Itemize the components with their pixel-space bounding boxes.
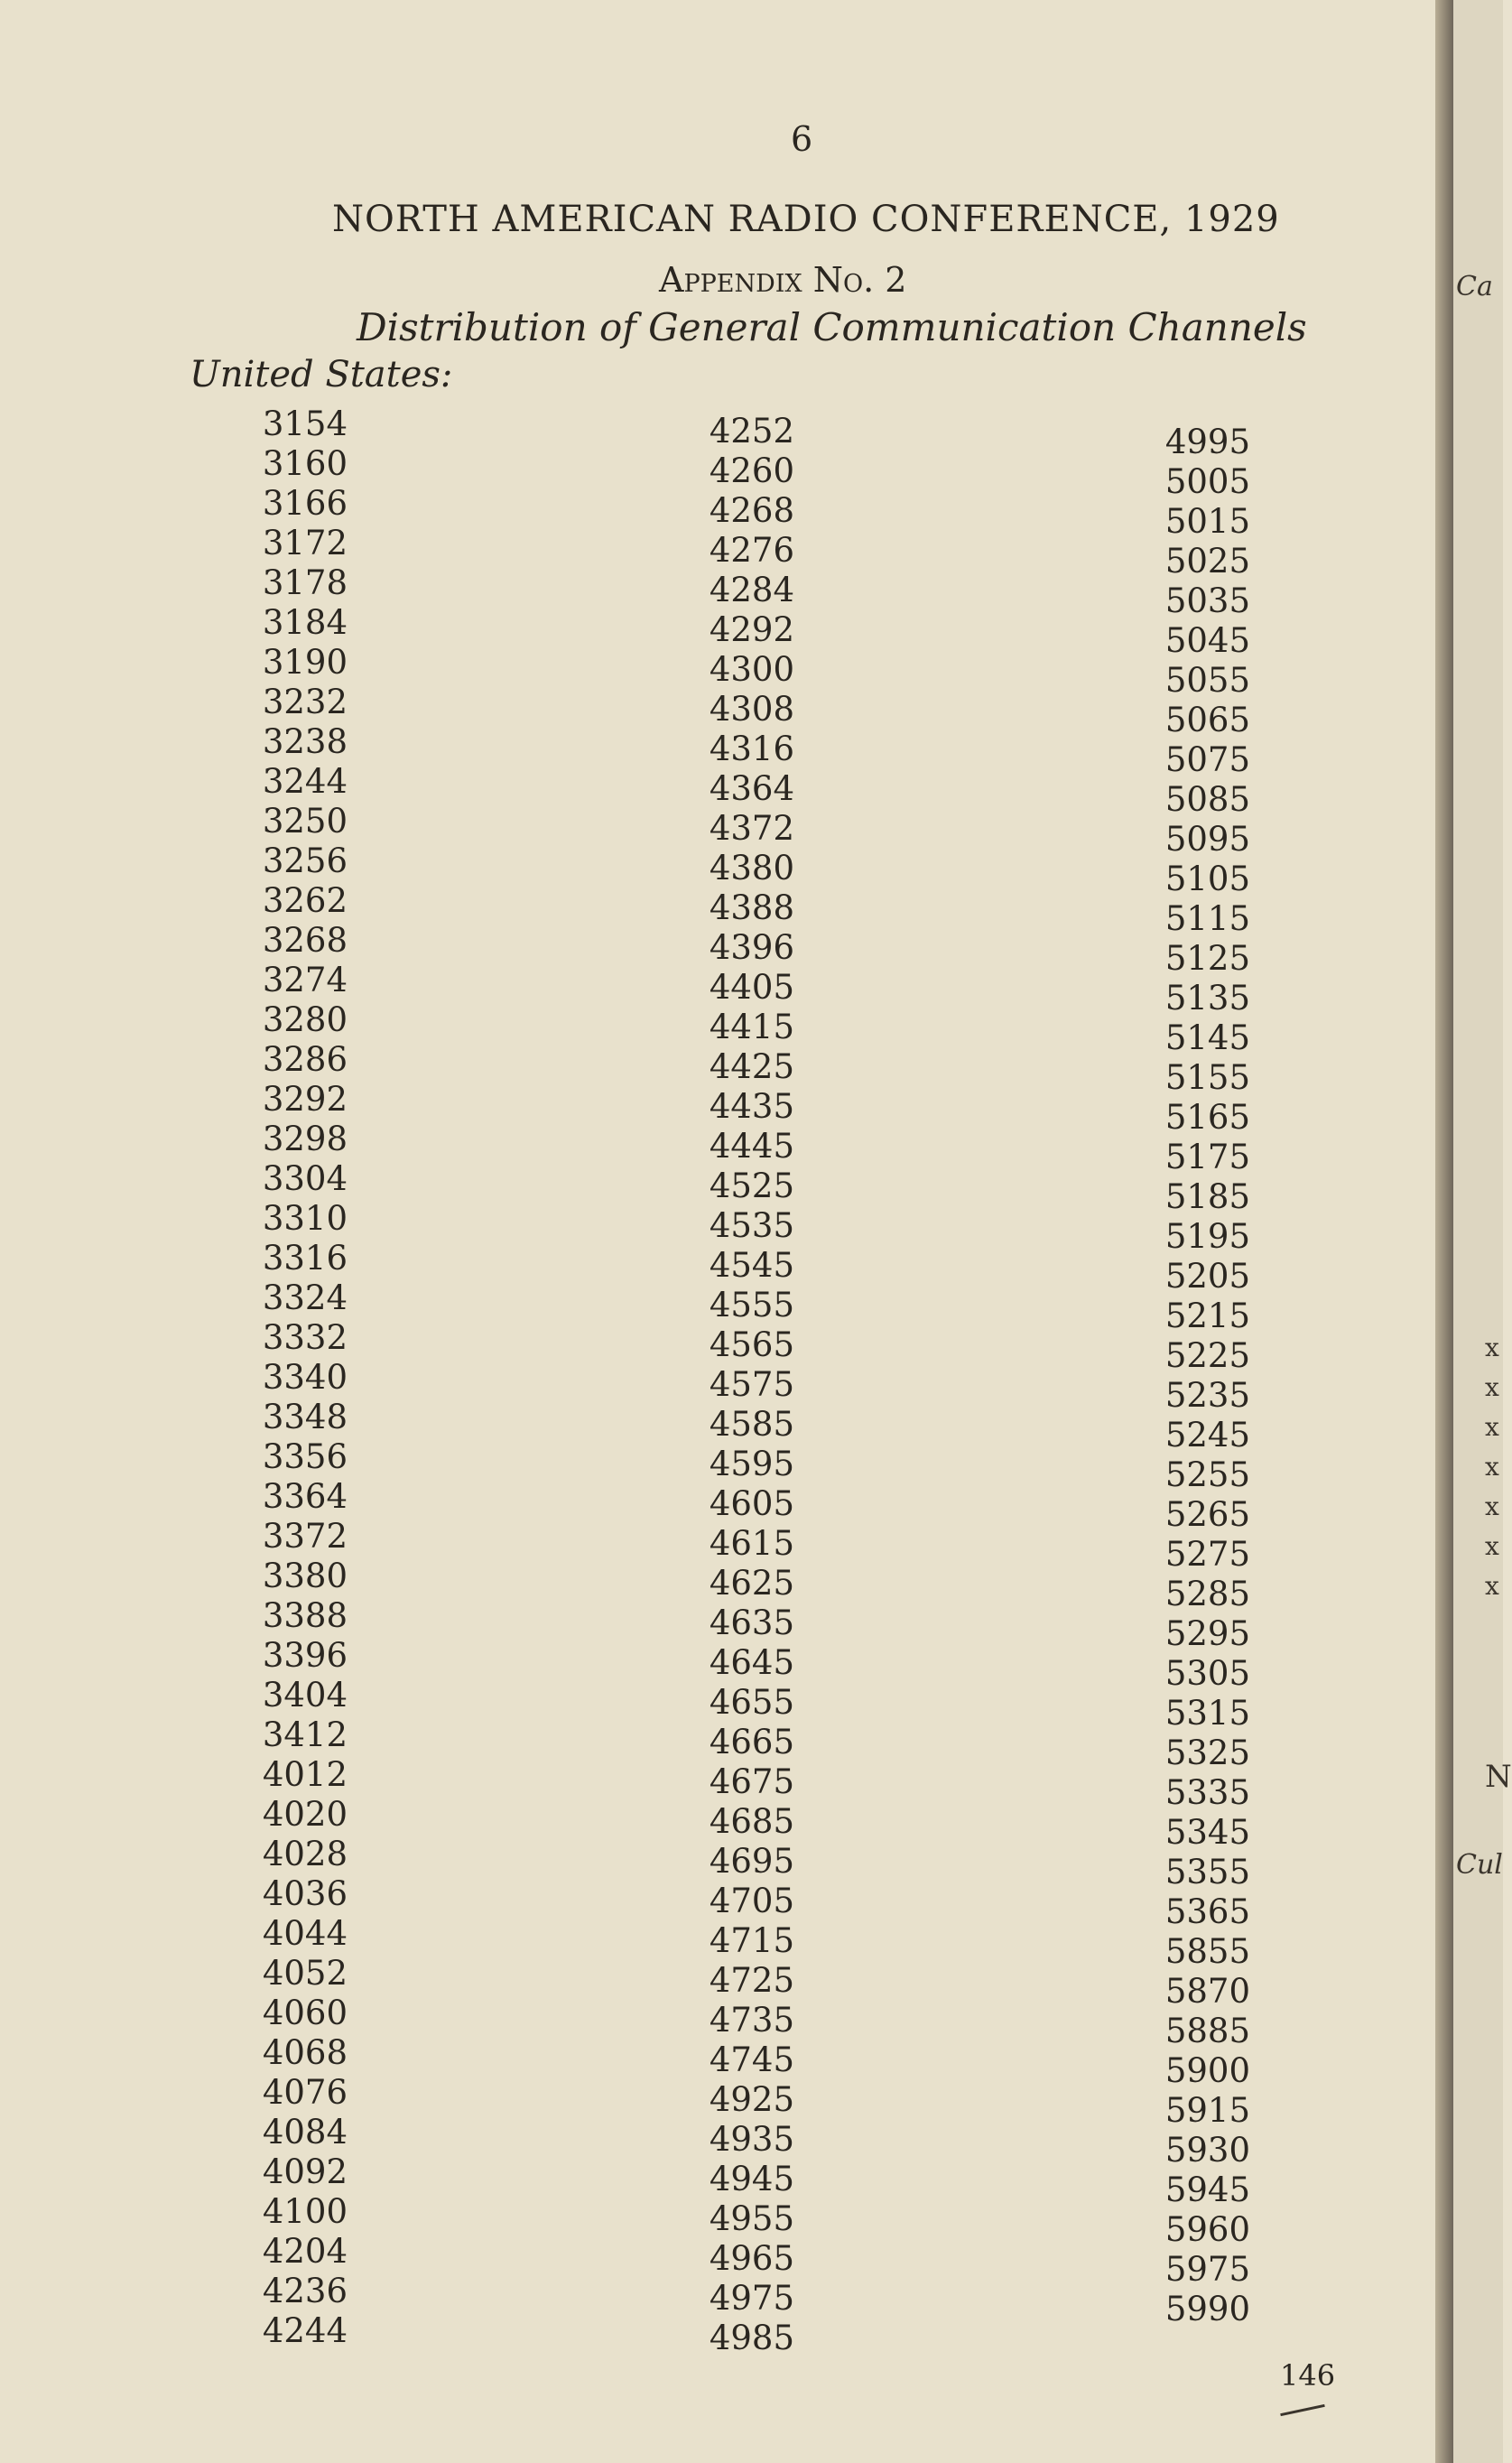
channel-value: 4675: [709, 1762, 794, 1801]
channel-value: 5365: [1164, 1892, 1250, 1931]
channel-value: 4425: [709, 1047, 794, 1086]
channel-value: 4100: [262, 2192, 348, 2231]
channel-value: 3274: [262, 961, 348, 999]
channel-value: 4565: [709, 1325, 794, 1364]
stamp-number: 146: [1280, 2358, 1336, 2393]
adjacent-page-mark: x: [1485, 1571, 1499, 1601]
channel-value: 4052: [262, 1954, 348, 1993]
channel-value: 5885: [1164, 2012, 1250, 2050]
channel-value: 4435: [709, 1087, 794, 1126]
channel-value: 4665: [709, 1723, 794, 1761]
channel-value: 3280: [262, 1000, 348, 1039]
channel-value: 5275: [1164, 1535, 1250, 1574]
channel-value: 5235: [1164, 1376, 1250, 1415]
channel-value: 4715: [709, 1921, 794, 1960]
page-number: 6: [791, 119, 813, 159]
channel-value: 5085: [1164, 780, 1250, 819]
channel-value: 4655: [709, 1683, 794, 1722]
adjacent-page-mark: x: [1485, 1531, 1499, 1561]
channel-value: 4725: [709, 1961, 794, 2000]
channel-value: 3172: [262, 524, 348, 562]
channel-value: 5025: [1164, 542, 1250, 581]
channel-value: 5960: [1164, 2210, 1250, 2249]
channel-value: 4695: [709, 1842, 794, 1881]
channel-value: 4405: [709, 968, 794, 1007]
channel-value: 5155: [1164, 1058, 1250, 1097]
channel-value: 4380: [709, 849, 794, 888]
adjacent-page-mark: x: [1485, 1412, 1499, 1442]
channel-value: 4635: [709, 1603, 794, 1642]
channel-value: 5135: [1164, 979, 1250, 1018]
channel-value: 5055: [1164, 661, 1250, 700]
channel-value: 5175: [1164, 1138, 1250, 1176]
channel-value: 4965: [709, 2239, 794, 2278]
channel-value: 5245: [1164, 1416, 1250, 1455]
channel-column-2: [677, 412, 794, 2358]
channel-value: 4975: [709, 2279, 794, 2318]
channel-value: 5315: [1164, 1694, 1250, 1733]
channel-value: 3232: [262, 683, 348, 721]
channel-value: 4028: [262, 1835, 348, 1873]
channel-value: 4396: [709, 928, 794, 967]
channel-value: 4284: [709, 571, 794, 609]
channel-value: 5045: [1164, 621, 1250, 660]
channel-value: 4595: [709, 1445, 794, 1483]
channel-value: 4300: [709, 650, 794, 689]
channel-value: 3238: [262, 722, 348, 761]
channel-value: 4705: [709, 1882, 794, 1920]
channel-value: 3404: [262, 1676, 348, 1715]
channel-value: 3356: [262, 1437, 348, 1476]
channel-value: 5345: [1164, 1813, 1250, 1852]
channel-value: 4084: [262, 2113, 348, 2152]
channel-value: 4060: [262, 1994, 348, 2032]
channel-value: 3396: [262, 1636, 348, 1675]
adjacent-page-fragment-mid: N: [1485, 1759, 1512, 1795]
channel-value: 3324: [262, 1278, 348, 1317]
page-title: NORTH AMERICAN RADIO CONFERENCE, 1929: [332, 199, 1280, 240]
channel-value: 4036: [262, 1874, 348, 1913]
channel-value: 4244: [262, 2311, 348, 2350]
channel-value: 4076: [262, 2073, 348, 2112]
channel-value: 5185: [1164, 1177, 1250, 1216]
channel-value: 5115: [1164, 899, 1250, 938]
channel-value: 4415: [709, 1008, 794, 1046]
channel-value: 5145: [1164, 1018, 1250, 1057]
channel-column-3: [1133, 423, 1250, 2329]
channel-value: 5900: [1164, 2051, 1250, 2090]
channel-value: 5855: [1164, 1932, 1250, 1971]
channel-value: 3190: [262, 643, 348, 682]
channel-value: 4260: [709, 451, 794, 490]
channel-value: 5285: [1164, 1575, 1250, 1613]
channel-value: 3268: [262, 921, 348, 960]
channel-value: 5975: [1164, 2250, 1250, 2289]
channel-value: 3250: [262, 802, 348, 841]
channel-value: 4745: [709, 2040, 794, 2079]
channel-value: 5205: [1164, 1257, 1250, 1296]
channel-value: 5035: [1164, 581, 1250, 620]
channel-value: 4268: [709, 491, 794, 530]
channel-value: 4236: [262, 2272, 348, 2310]
channel-value: 4945: [709, 2160, 794, 2198]
channel-value: 4372: [709, 809, 794, 848]
channel-value: 4252: [709, 412, 794, 451]
channel-value: 4012: [262, 1755, 348, 1794]
channel-value: 5945: [1164, 2170, 1250, 2209]
channel-value: 5325: [1164, 1733, 1250, 1772]
channel-value: 4068: [262, 2033, 348, 2072]
channel-value: 5335: [1164, 1773, 1250, 1812]
stamp-underline: [1280, 2404, 1325, 2416]
channel-value: 5990: [1164, 2290, 1250, 2328]
channel-value: 5930: [1164, 2131, 1250, 2170]
adjacent-page: [1453, 0, 1503, 2463]
channel-value: 3388: [262, 1596, 348, 1635]
channel-value: 4545: [709, 1246, 794, 1285]
channel-value: 5105: [1164, 860, 1250, 898]
channel-value: 5255: [1164, 1455, 1250, 1494]
country-label: United States:: [190, 354, 453, 395]
adjacent-page-mark: x: [1485, 1372, 1499, 1402]
channel-value: 3364: [262, 1477, 348, 1516]
channel-value: 4685: [709, 1802, 794, 1841]
book-spine: [1435, 0, 1453, 2463]
channel-value: 4204: [262, 2232, 348, 2271]
channel-value: 5095: [1164, 820, 1250, 859]
channel-value: 3412: [262, 1715, 348, 1754]
channel-value: 5165: [1164, 1098, 1250, 1137]
channel-value: 4585: [709, 1405, 794, 1444]
channel-value: 3286: [262, 1040, 348, 1079]
channel-value: 3262: [262, 881, 348, 920]
channel-value: 3160: [262, 444, 348, 483]
channel-value: 4445: [709, 1127, 794, 1166]
channel-value: 3348: [262, 1398, 348, 1436]
channel-value: 5065: [1164, 701, 1250, 739]
channel-value: 4645: [709, 1643, 794, 1682]
adjacent-page-mark: x: [1485, 1452, 1499, 1482]
channel-value: 3372: [262, 1517, 348, 1556]
channel-value: 4092: [262, 2152, 348, 2191]
channel-value: 5355: [1164, 1853, 1250, 1891]
channel-value: 4605: [709, 1484, 794, 1523]
channel-value: 3292: [262, 1080, 348, 1119]
channel-value: 4535: [709, 1206, 794, 1245]
channel-value: 4308: [709, 690, 794, 729]
channel-value: 3256: [262, 841, 348, 880]
channel-value: 4925: [709, 2080, 794, 2119]
channel-value: 5225: [1164, 1336, 1250, 1375]
adjacent-page-fragment-lower: Cul: [1456, 1849, 1503, 1881]
channel-value: 4525: [709, 1166, 794, 1205]
channel-value: 5075: [1164, 740, 1250, 779]
channel-value: 5195: [1164, 1217, 1250, 1256]
channel-value: 4555: [709, 1286, 794, 1324]
channel-value: 5305: [1164, 1654, 1250, 1693]
channel-value: 3298: [262, 1120, 348, 1158]
channel-value: 3340: [262, 1358, 348, 1397]
channel-column-1: [230, 404, 348, 2351]
channel-value: 3310: [262, 1199, 348, 1238]
channel-value: 3244: [262, 762, 348, 801]
channel-value: 3154: [262, 404, 348, 443]
section-heading: Distribution of General Communication Channels: [357, 305, 1307, 349]
channel-value: 4292: [709, 610, 794, 649]
channel-value: 4995: [1164, 423, 1250, 461]
channel-value: 3380: [262, 1557, 348, 1595]
adjacent-page-mark: x: [1485, 1333, 1499, 1362]
channel-value: 3178: [262, 563, 348, 602]
channel-value: 4935: [709, 2120, 794, 2159]
channel-value: 4364: [709, 769, 794, 808]
channel-value: 4316: [709, 730, 794, 768]
channel-value: 3304: [262, 1159, 348, 1198]
channel-value: 4615: [709, 1524, 794, 1563]
adjacent-page-mark: x: [1485, 1492, 1499, 1521]
channel-value: 4388: [709, 888, 794, 927]
channel-value: 4276: [709, 531, 794, 570]
channel-value: 3316: [262, 1239, 348, 1278]
channel-value: 5915: [1164, 2091, 1250, 2130]
channel-value: 5295: [1164, 1614, 1250, 1653]
channel-value: 5005: [1164, 462, 1250, 501]
channel-value: 4020: [262, 1795, 348, 1834]
channel-value: 4735: [709, 2001, 794, 2040]
channel-value: 5265: [1164, 1495, 1250, 1534]
channel-value: 4985: [709, 2319, 794, 2357]
channel-value: 5870: [1164, 1972, 1250, 2011]
channel-value: 5215: [1164, 1297, 1250, 1335]
appendix-label: Appendix No. 2: [659, 260, 907, 300]
channel-value: 3332: [262, 1318, 348, 1357]
channel-value: 3184: [262, 603, 348, 642]
adjacent-page-fragment-top: Ca: [1456, 271, 1493, 302]
channel-value: 4955: [709, 2199, 794, 2238]
channel-value: 4575: [709, 1365, 794, 1404]
channel-value: 5125: [1164, 939, 1250, 978]
channel-value: 4625: [709, 1564, 794, 1603]
channel-value: 5015: [1164, 502, 1250, 541]
channel-value: 4044: [262, 1914, 348, 1953]
channel-value: 3166: [262, 484, 348, 523]
